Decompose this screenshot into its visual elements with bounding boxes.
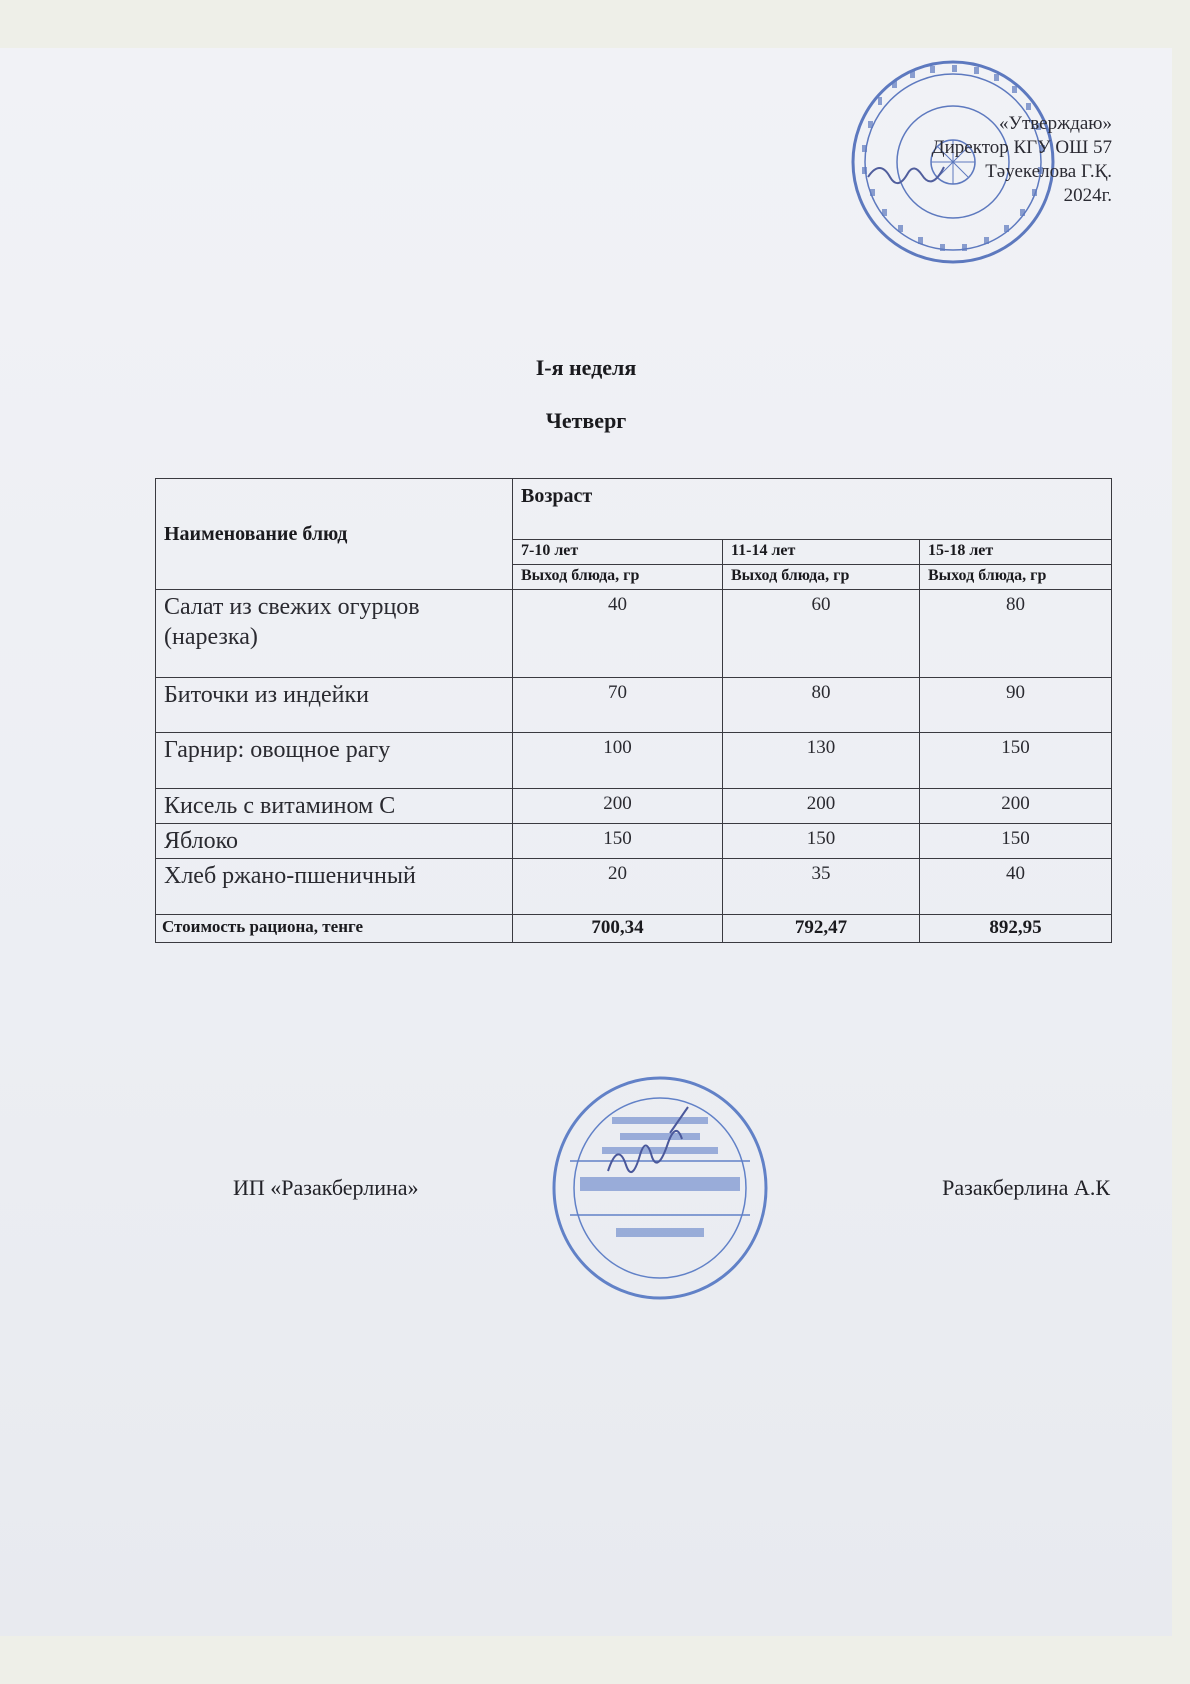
age-group-header: 11-14 лет: [723, 540, 920, 565]
total-cost-value: 792,47: [723, 915, 920, 943]
table-header-row: [156, 479, 1112, 540]
table-row: [156, 678, 1112, 733]
table-row: [156, 859, 1112, 915]
portion-value: 90: [920, 678, 1112, 733]
portion-value: 80: [920, 590, 1112, 678]
table-row: [156, 590, 1112, 678]
supplier-name: ИП «Разакберлина»: [233, 1175, 419, 1200]
total-cost-value: 700,34: [513, 915, 723, 943]
portion-value: 130: [723, 733, 920, 789]
supplier-signatory: Разакберлина А.К: [942, 1175, 1110, 1200]
portion-value: 60: [723, 590, 920, 678]
dish-name: Биточки из индейки: [156, 678, 513, 733]
portion-value: 80: [723, 678, 920, 733]
dish-name: Гарнир: овощное рагу: [156, 733, 513, 789]
table-row: [156, 789, 1112, 824]
output-label: Выход блюда, гр: [723, 565, 920, 590]
portion-value: 150: [920, 824, 1112, 859]
approval-line-2: Директор КГУ ОШ 57: [931, 137, 1112, 158]
total-cost-label: Стоимость рациона, тенге: [156, 915, 513, 943]
approval-line-1: «Утверждаю»: [999, 113, 1112, 134]
menu-table: [155, 478, 1112, 943]
dish-name: Хлеб ржано-пшеничный: [156, 859, 513, 915]
supplier-stamp: [550, 1073, 770, 1303]
portion-value: 200: [513, 789, 723, 824]
portion-value: 200: [920, 789, 1112, 824]
portion-value: 100: [513, 733, 723, 789]
portion-value: 150: [920, 733, 1112, 789]
table-row: [156, 733, 1112, 789]
age-group-header: 15-18 лет: [920, 540, 1112, 565]
approval-block: [932, 112, 1112, 208]
dish-name: Яблоко: [156, 824, 513, 859]
age-header: Возраст: [513, 479, 1112, 540]
approval-line-3: Тәуекелова Г.Қ.: [985, 161, 1112, 182]
dish-name-header: Наименование блюд: [156, 479, 513, 590]
portion-value: 20: [513, 859, 723, 915]
age-group-header: 7-10 лет: [513, 540, 723, 565]
dish-name: Салат из свежих огурцов (нарезка): [156, 590, 513, 678]
output-label: Выход блюда, гр: [920, 565, 1112, 590]
output-label: Выход блюда, гр: [513, 565, 723, 590]
week-title: I-я неделя: [535, 355, 637, 380]
total-cost-value: 892,95: [920, 915, 1112, 943]
portion-value: 70: [513, 678, 723, 733]
portion-value: 200: [723, 789, 920, 824]
portion-value: 150: [513, 824, 723, 859]
approval-line-4: 2024г.: [1063, 185, 1112, 206]
portion-value: 35: [723, 859, 920, 915]
dish-name: Кисель с витамином С: [156, 789, 513, 824]
table-row: [156, 824, 1112, 859]
portion-value: 40: [513, 590, 723, 678]
portion-value: 40: [920, 859, 1112, 915]
total-row: [156, 915, 1112, 943]
day-title: Четверг: [545, 408, 627, 433]
portion-value: 150: [723, 824, 920, 859]
